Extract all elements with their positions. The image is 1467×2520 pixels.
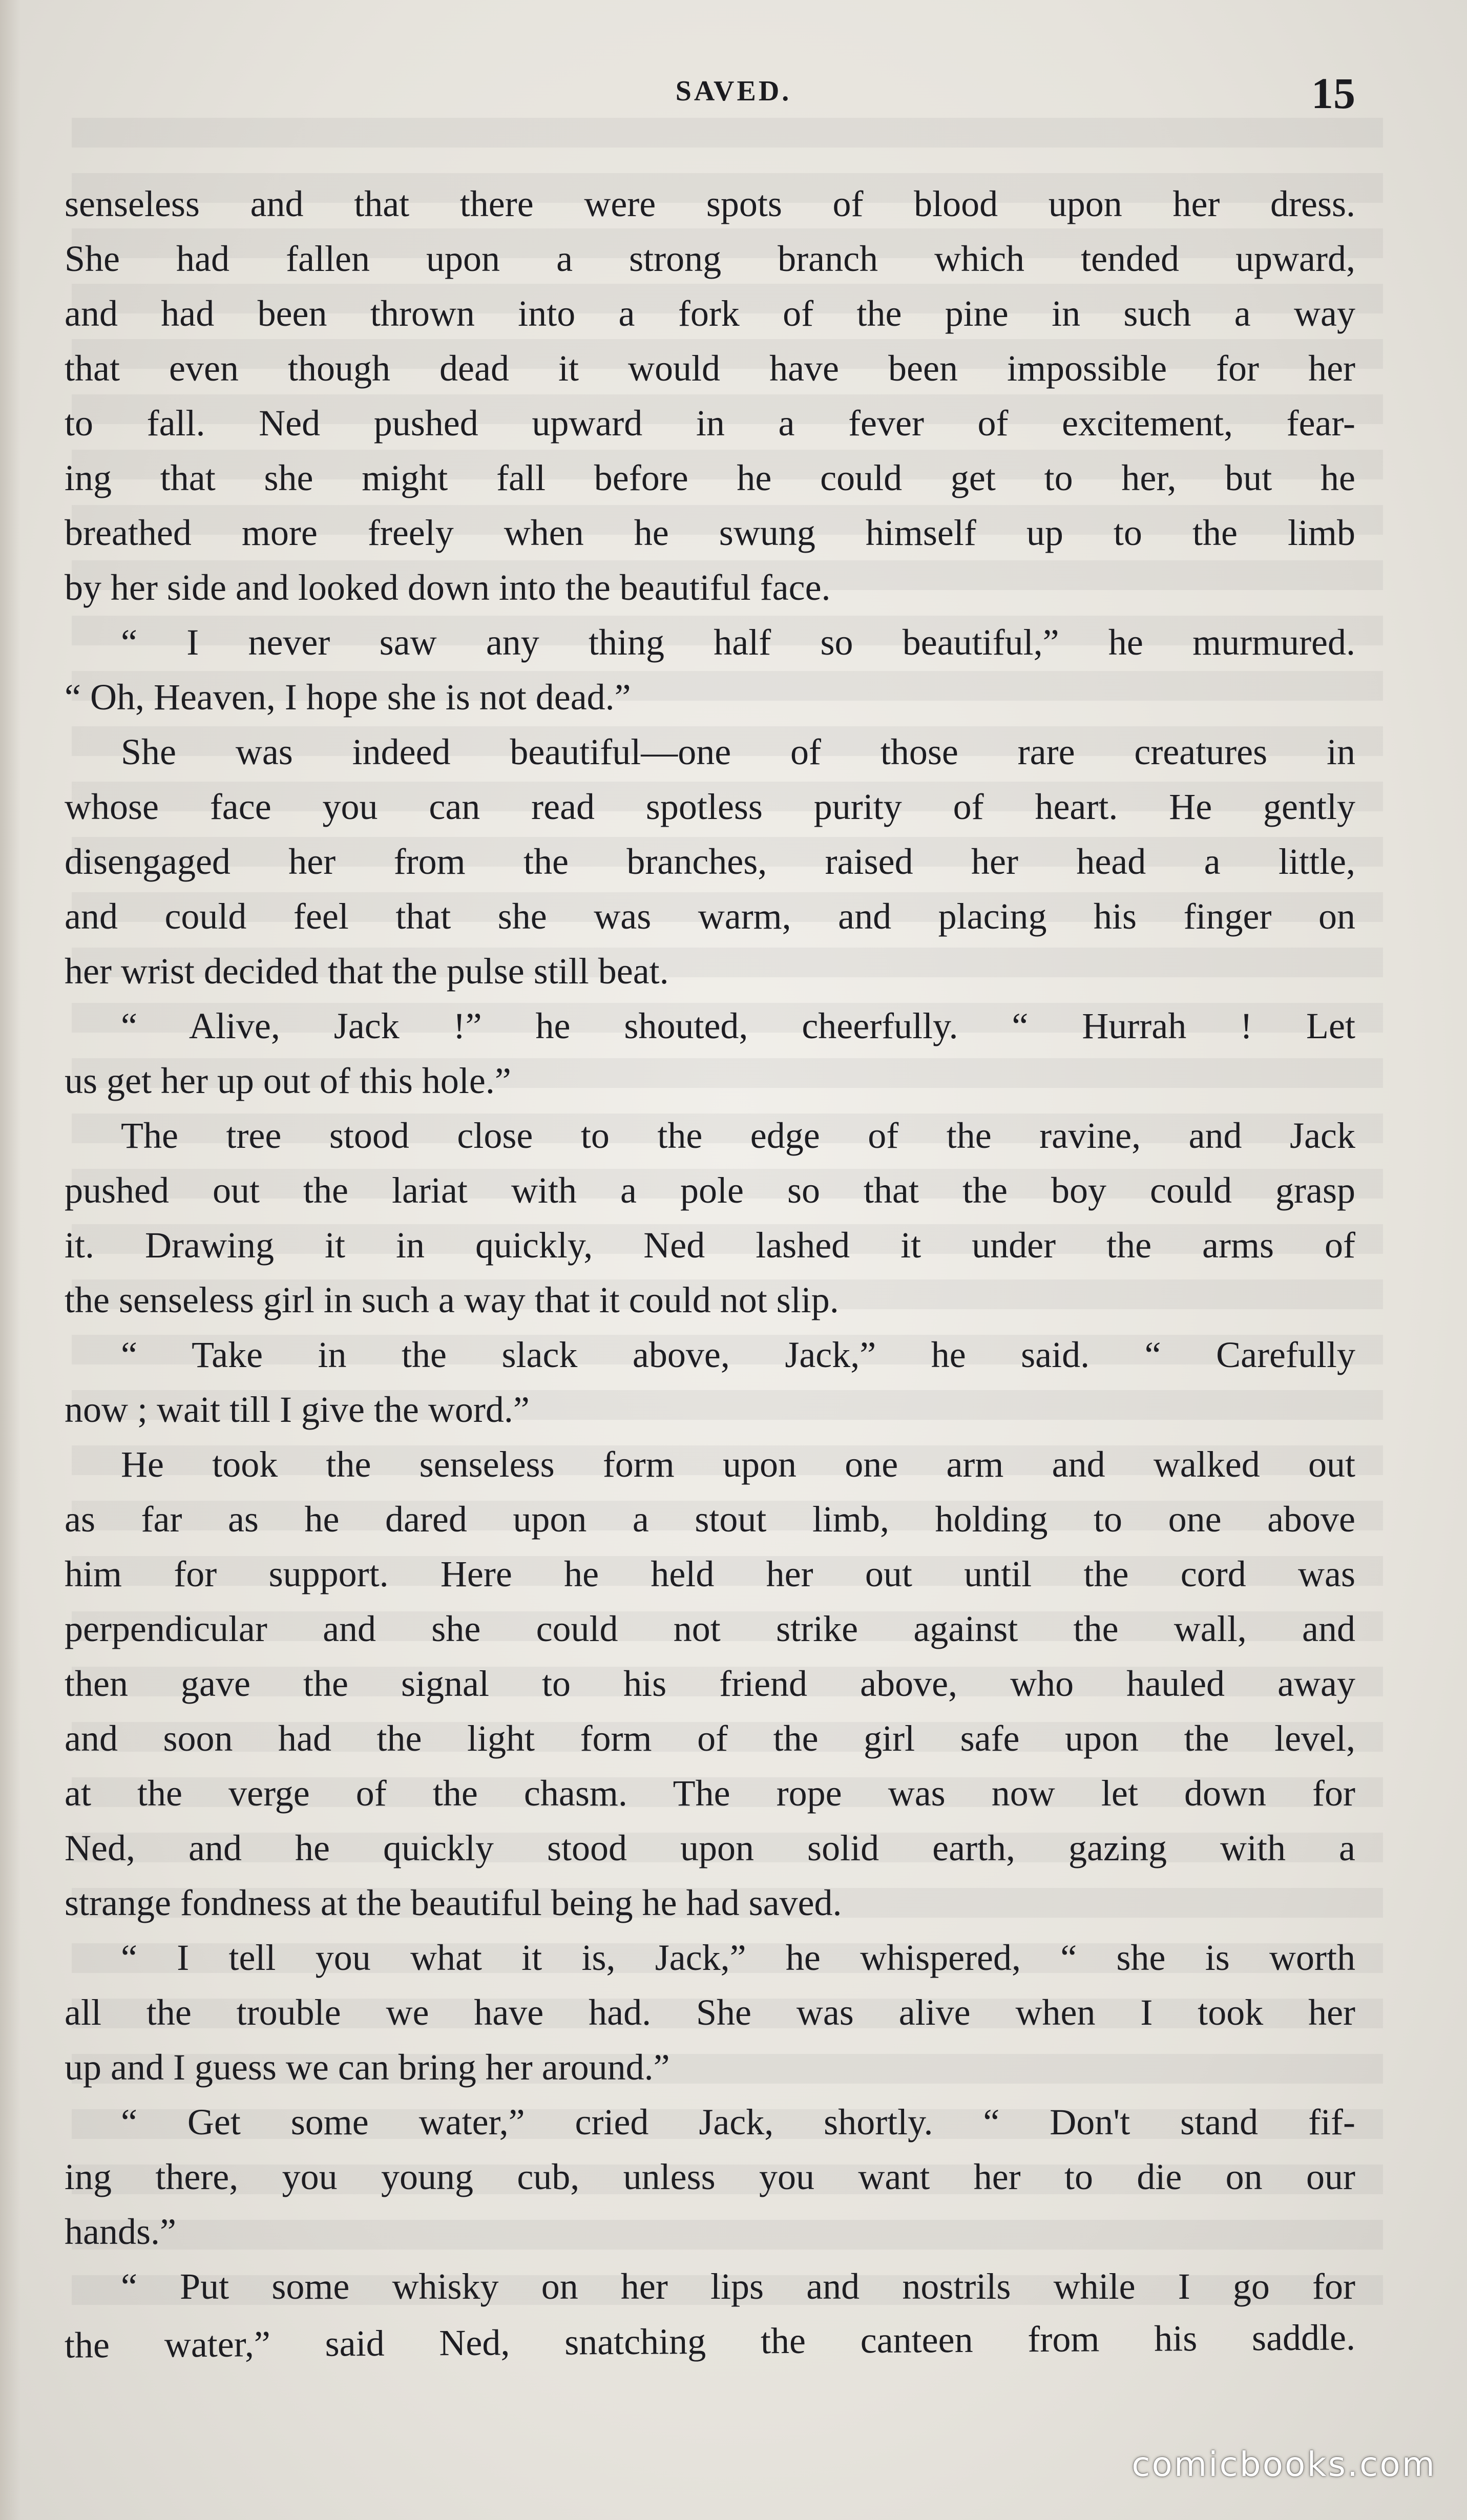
text-line: him for support. Here he held her out until the cord was <box>65 1553 1355 1594</box>
text-line: He took the senseless form upon one arm and walked out <box>121 1444 1355 1485</box>
body-text <box>65 177 1355 2369</box>
text-line: up and I guess we can bring her around.” <box>65 2047 670 2088</box>
text-line: and could feel that she was warm, and placing his finger on <box>65 896 1355 937</box>
text-line: “ I tell you what it is, Jack,” he whispered, “ she is worth <box>121 1937 1355 1978</box>
text-line: by her side and looked down into the beautiful face. <box>65 567 831 608</box>
text-line: pushed out the lariat with a pole so that the boy could grasp <box>65 1170 1355 1211</box>
text-line: as far as he dared upon a stout limb, holding to one above <box>65 1499 1355 1540</box>
text-line: and had been thrown into a fork of the pine in such a way <box>65 293 1355 334</box>
running-head <box>0 68 1467 119</box>
text-line: The tree stood close to the edge of the ravine, and Jack <box>121 1115 1355 1156</box>
text-line: ing that she might fall before he could get to her, but he <box>65 457 1355 498</box>
text-line: “ Oh, Heaven, I hope she is not dead.” <box>65 677 631 718</box>
running-title: SAVED. <box>675 75 792 107</box>
text-line: “ Get some water,” cried Jack, shortly. “ Don't stand fif- <box>121 2102 1355 2143</box>
text-line: breathed more freely when he swung himself up to the limb <box>65 512 1355 553</box>
text-line: perpendicular and she could not strike against the wall, and <box>65 1608 1355 1649</box>
text-line: it. Drawing it in quickly, Ned lashed it under the arms of <box>65 1225 1355 1266</box>
text-line: now ; wait till I give the word.” <box>65 1389 530 1430</box>
text-line: the senseless girl in such a way that it could not slip. <box>65 1279 839 1320</box>
text-line: strange fondness at the beautiful being he had saved. <box>65 1882 842 1923</box>
text-line: hands.” <box>65 2211 176 2252</box>
page-number: 15 <box>1311 69 1355 118</box>
text-line: She was indeed beautiful—one of those rare creatures in <box>121 731 1355 772</box>
text-line: and soon had the light form of the girl safe upon the level, <box>65 1718 1355 1759</box>
text-line: the water,” said Ned, snatching the canteen from his saddle. <box>64 2317 1356 2366</box>
text-line: her wrist decided that the pulse still beat. <box>65 951 669 992</box>
text-line: Ned, and he quickly stood upon solid earth, gazing with a <box>65 1828 1355 1868</box>
text-line: “ I never saw any thing half so beautiful,” he murmured. <box>121 622 1355 663</box>
text-line: “ Put some whisky on her lips and nostrils while I go for <box>121 2266 1355 2307</box>
page-edge-shadow <box>0 0 20 2520</box>
text-line: whose face you can read spotless purity of heart. He gently <box>65 786 1355 827</box>
text-line: senseless and that there were spots of blood upon her dress. <box>65 183 1355 224</box>
text-line: “ Alive, Jack !” he shouted, cheerfully. “ Hurrah ! Let <box>121 1005 1355 1046</box>
text-line: to fall. Ned pushed upward in a fever of excitement, fear- <box>65 403 1355 444</box>
text-line: ing there, you young cub, unless you want her to die on our <box>65 2156 1355 2197</box>
watermark: comicbooks.com <box>1131 2445 1436 2484</box>
text-line: us get her up out of this hole.” <box>65 1060 511 1101</box>
text-line: that even though dead it would have been impossible for her <box>65 348 1355 389</box>
text-line: at the verge of the chasm. The rope was now let down for <box>65 1773 1355 1814</box>
text-line: “ Take in the slack above, Jack,” he said. “ Carefully <box>121 1334 1355 1375</box>
text-line: then gave the signal to his friend above, who hauled away <box>65 1663 1355 1704</box>
text-line: all the trouble we have had. She was alive when I took her <box>65 1992 1355 2033</box>
text-line: She had fallen upon a strong branch which tended upward, <box>65 238 1355 279</box>
text-line: disengaged her from the branches, raised her head a little, <box>65 841 1355 882</box>
